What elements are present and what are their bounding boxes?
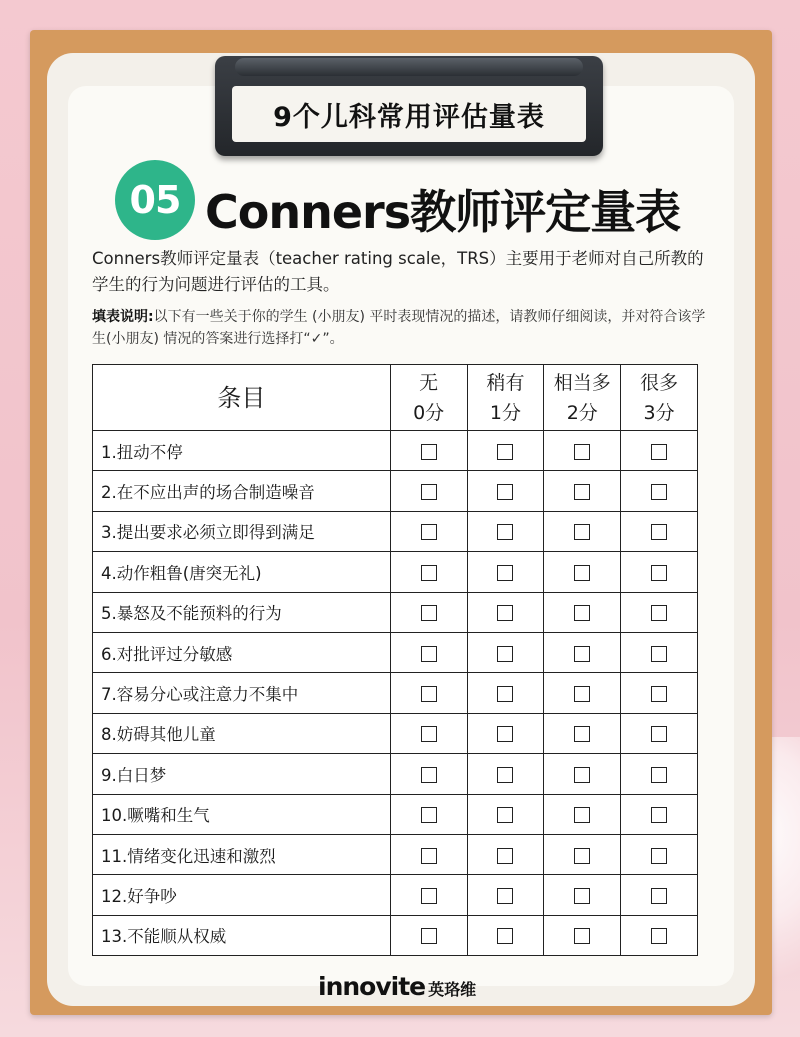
instructions-text: 以下有一些关于你的学生 (小朋友) 平时表现情况的描述，请教师仔细阅读，并对符合该学生(小朋友) 情况的答案进行选择打“✓”。: [92, 309, 706, 347]
rating-checkbox[interactable]: [421, 646, 437, 662]
checkbox-cell: [390, 471, 467, 511]
rating-checkbox[interactable]: [574, 888, 590, 904]
rating-checkbox[interactable]: [497, 565, 513, 581]
table-row: [93, 431, 698, 471]
checkbox-cell: [544, 794, 621, 834]
rating-checkbox[interactable]: [651, 888, 667, 904]
checkbox-cell: [390, 673, 467, 713]
checkbox-cell: [544, 875, 621, 915]
item-label: 11.情绪变化迅速和激烈: [93, 834, 391, 874]
item-label: 8.妨碍其他儿童: [93, 713, 391, 753]
column-label: 稍有: [486, 371, 525, 394]
checkbox-cell: [467, 632, 544, 672]
rating-checkbox[interactable]: [651, 646, 667, 662]
rating-checkbox[interactable]: [497, 807, 513, 823]
column-label: 无: [419, 371, 439, 394]
rating-checkbox[interactable]: [574, 646, 590, 662]
checkbox-cell: [390, 754, 467, 794]
checkbox-cell: [621, 915, 698, 955]
checkbox-cell: [544, 713, 621, 753]
checkbox-cell: [544, 673, 621, 713]
intro-text: Conners教师评定量表（teacher rating scale，TRS）主要用于老师对自己所教的学生的行为问题进行评估的工具。: [92, 249, 704, 294]
item-label: 10.噘嘴和生气: [93, 794, 391, 834]
table-row: [93, 875, 698, 915]
rating-checkbox[interactable]: [574, 524, 590, 540]
column-label: 相当多: [553, 371, 611, 394]
column-score: 2分: [566, 401, 598, 424]
checkbox-cell: [467, 673, 544, 713]
checkbox-cell: [467, 713, 544, 753]
item-label: 2.在不应出声的场合制造噪音: [93, 471, 391, 511]
rating-checkbox[interactable]: [421, 888, 437, 904]
checkbox-cell: [621, 471, 698, 511]
rating-checkbox[interactable]: [574, 686, 590, 702]
rating-checkbox[interactable]: [651, 807, 667, 823]
brand-logo: [318, 972, 498, 1001]
table-row: [93, 632, 698, 672]
rating-checkbox[interactable]: [497, 484, 513, 500]
checkbox-cell: [621, 794, 698, 834]
checkbox-cell: [621, 431, 698, 471]
rating-checkbox[interactable]: [421, 444, 437, 460]
rating-checkbox[interactable]: [421, 605, 437, 621]
checkbox-cell: [390, 915, 467, 955]
instructions: [92, 306, 712, 350]
checkbox-cell: [390, 511, 467, 551]
rating-checkbox[interactable]: [421, 928, 437, 944]
checkbox-cell: [467, 511, 544, 551]
checkbox-cell: [621, 592, 698, 632]
checkbox-cell: [390, 713, 467, 753]
table-header-row: [93, 365, 698, 431]
table-row: [93, 673, 698, 713]
column-score: 1分: [489, 401, 521, 424]
item-label: 9.白日梦: [93, 754, 391, 794]
column-score: 3分: [643, 401, 675, 424]
rating-checkbox[interactable]: [497, 524, 513, 540]
checkbox-cell: [467, 875, 544, 915]
checkbox-cell: [544, 834, 621, 874]
table-row: [93, 794, 698, 834]
checkbox-cell: [390, 431, 467, 471]
checkbox-cell: [467, 552, 544, 592]
instructions-label: 填表说明:: [92, 309, 154, 325]
rating-checkbox[interactable]: [574, 565, 590, 581]
checkbox-cell: [390, 875, 467, 915]
rating-checkbox[interactable]: [574, 767, 590, 783]
rating-checkbox[interactable]: [421, 848, 437, 864]
rating-checkbox[interactable]: [651, 565, 667, 581]
column-label: 很多: [640, 371, 679, 394]
rating-checkbox[interactable]: [421, 484, 437, 500]
rating-checkbox[interactable]: [421, 726, 437, 742]
rating-checkbox[interactable]: [574, 848, 590, 864]
checkbox-cell: [544, 511, 621, 551]
table-row: [93, 915, 698, 955]
item-label: 7.容易分心或注意力不集中: [93, 673, 391, 713]
column-header-slight: [467, 365, 544, 431]
rating-checkbox[interactable]: [497, 888, 513, 904]
checkbox-cell: [390, 592, 467, 632]
column-header-none: [390, 365, 467, 431]
rating-checkbox[interactable]: [651, 524, 667, 540]
checkbox-cell: [544, 431, 621, 471]
rating-checkbox[interactable]: [497, 605, 513, 621]
checkbox-cell: [621, 754, 698, 794]
clip-title: 9个儿科常用评估量表: [273, 101, 545, 133]
rating-checkbox[interactable]: [497, 444, 513, 460]
item-label: 13.不能顺从权威: [93, 915, 391, 955]
rating-checkbox[interactable]: [497, 646, 513, 662]
section-number-badge: 05: [115, 160, 195, 240]
checkbox-cell: [467, 915, 544, 955]
checkbox-cell: [544, 552, 621, 592]
column-header-very-much: [621, 365, 698, 431]
rating-checkbox[interactable]: [497, 726, 513, 742]
item-label: 4.动作粗鲁(唐突无礼): [93, 552, 391, 592]
brand-logo-cn: 英珞维: [428, 980, 477, 999]
item-label: 6.对批评过分敏感: [93, 632, 391, 672]
rating-checkbox[interactable]: [574, 484, 590, 500]
checkbox-cell: [467, 592, 544, 632]
rating-checkbox[interactable]: [421, 565, 437, 581]
checkbox-cell: [544, 632, 621, 672]
rating-checkbox[interactable]: [574, 928, 590, 944]
checkbox-cell: [390, 552, 467, 592]
checkbox-cell: [621, 834, 698, 874]
checkbox-cell: [390, 632, 467, 672]
rating-checkbox[interactable]: [497, 767, 513, 783]
rating-checkbox[interactable]: [651, 605, 667, 621]
rating-checkbox[interactable]: [497, 686, 513, 702]
checkbox-cell: [390, 834, 467, 874]
checkbox-cell: [390, 794, 467, 834]
table-row: [93, 592, 698, 632]
checkbox-cell: [467, 431, 544, 471]
rating-checkbox[interactable]: [651, 848, 667, 864]
table-row: [93, 471, 698, 511]
rating-checkbox[interactable]: [574, 726, 590, 742]
column-header-considerable: [544, 365, 621, 431]
rating-checkbox[interactable]: [497, 928, 513, 944]
item-label: 3.提出要求必须立即得到满足: [93, 511, 391, 551]
table-row: [93, 552, 698, 592]
checkbox-cell: [621, 552, 698, 592]
checkbox-cell: [544, 592, 621, 632]
rating-checkbox[interactable]: [651, 726, 667, 742]
rating-checkbox[interactable]: [421, 686, 437, 702]
rating-checkbox[interactable]: [574, 444, 590, 460]
page-title: Conners教师评定量表: [205, 185, 681, 239]
rating-checkbox[interactable]: [651, 444, 667, 460]
checkbox-cell: [544, 471, 621, 511]
table-row: [93, 754, 698, 794]
checkbox-cell: [621, 673, 698, 713]
table-row: [93, 834, 698, 874]
rating-checkbox[interactable]: [651, 484, 667, 500]
rating-checkbox[interactable]: [651, 767, 667, 783]
checkbox-cell: [544, 754, 621, 794]
rating-checkbox[interactable]: [574, 807, 590, 823]
item-label: 5.暴怒及不能预料的行为: [93, 592, 391, 632]
checkbox-cell: [621, 632, 698, 672]
rating-checkbox[interactable]: [651, 928, 667, 944]
checkbox-cell: [544, 915, 621, 955]
rating-table: [92, 364, 698, 956]
rating-checkbox[interactable]: [421, 767, 437, 783]
table-row: [93, 713, 698, 753]
item-column-header: 条目: [93, 365, 391, 431]
clip-bar: [235, 58, 583, 76]
item-label: 1.扭动不停: [93, 431, 391, 471]
checkbox-cell: [467, 754, 544, 794]
checkbox-cell: [467, 834, 544, 874]
checkbox-cell: [621, 511, 698, 551]
checkbox-cell: [467, 794, 544, 834]
checkbox-cell: [621, 713, 698, 753]
rating-checkbox[interactable]: [421, 524, 437, 540]
rating-checkbox[interactable]: [421, 807, 437, 823]
rating-checkbox[interactable]: [574, 605, 590, 621]
checkbox-cell: [467, 471, 544, 511]
checkbox-cell: [621, 875, 698, 915]
column-score: 0分: [413, 401, 445, 424]
table-row: [93, 511, 698, 551]
rating-checkbox[interactable]: [651, 686, 667, 702]
item-label: 12.好争吵: [93, 875, 391, 915]
brand-logo-en: innovite: [318, 972, 426, 1001]
rating-checkbox[interactable]: [497, 848, 513, 864]
